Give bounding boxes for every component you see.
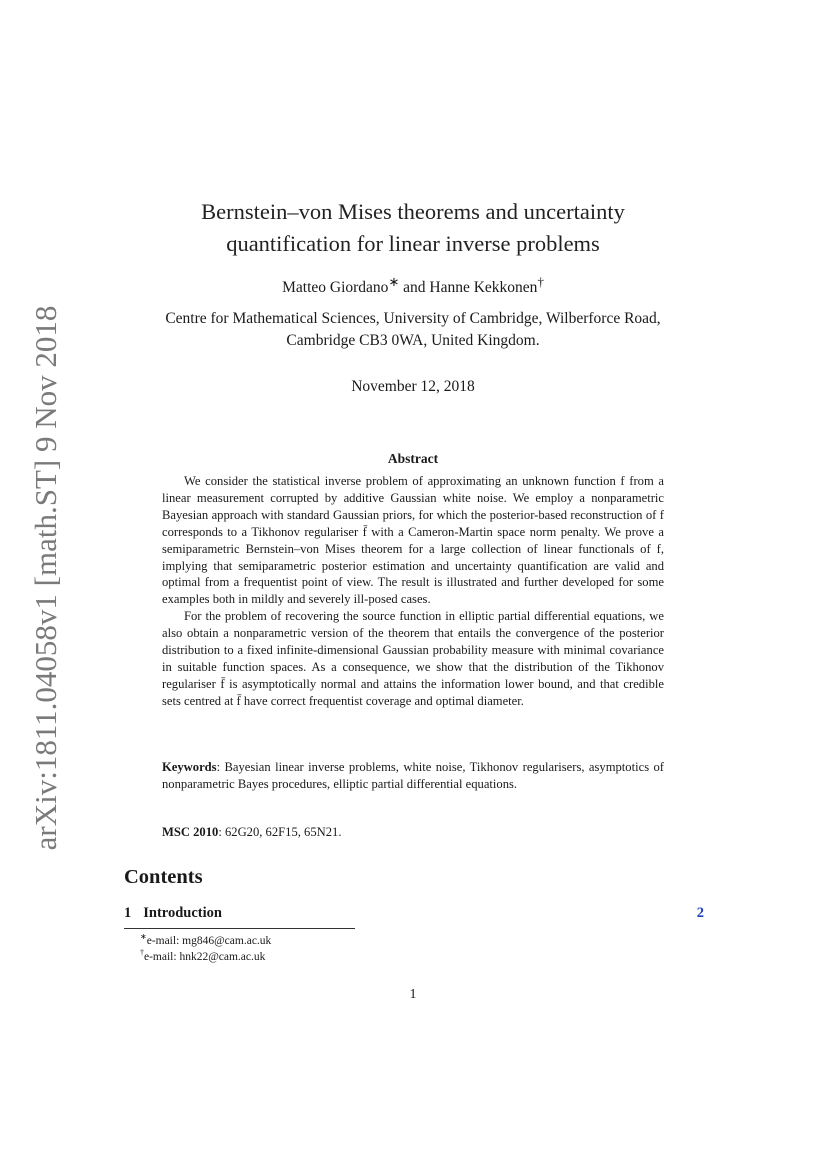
toc-entry-title xyxy=(124,905,222,922)
authors xyxy=(120,274,706,297)
toc-entry-introduction[interactable] xyxy=(124,905,704,922)
page-number: 1 xyxy=(409,987,417,1002)
affiliation-line-1: Centre for Mathematical Sciences, University of Cambridge, Wilberforce Road, xyxy=(165,310,661,327)
footnote-1-mark: ∗ xyxy=(140,932,147,941)
paper-title xyxy=(120,196,706,260)
footnote-2 xyxy=(140,948,265,963)
toc-entry-label[interactable]: Introduction xyxy=(143,905,222,921)
abstract-heading: Abstract xyxy=(387,451,439,466)
author-2: Hanne Kekkonen xyxy=(429,279,538,297)
abstract-body xyxy=(162,473,664,710)
msc-label: MSC 2010 xyxy=(162,825,219,839)
footnote-1-text: e-mail: mg846@cam.ac.uk xyxy=(146,934,272,947)
keywords xyxy=(162,759,664,793)
keywords-text: : Bayesian linear inverse problems, white noise, Tikhonov regularisers, asymptotics of nonparametric Bayes procedures, elliptic partial differential equations. xyxy=(162,760,664,791)
title-line-2: quantification for linear inverse problems xyxy=(226,231,600,256)
author-2-footnote-mark[interactable]: † xyxy=(537,274,544,289)
msc-classification xyxy=(162,825,664,840)
footnote-2-text: e-mail: hnk22@cam.ac.uk xyxy=(144,950,266,963)
arxiv-side-stamp: arXiv:1811.04058v1 [math.ST] 9 Nov 2018 xyxy=(28,305,63,851)
title-line-1: Bernstein–von Mises theorems and uncertainty xyxy=(201,199,625,224)
abstract-paragraph-2: For the problem of recovering the source function in elliptic partial differential equations, we also obtain a nonparametric version of the theorem that entails the convergence of the posterior distribution to a fixed infinite-dimensional Gaussian probability measure with minimal covariance in suitable function spaces. As a consequence, we show that the distribution of the Tikhonov regulariser f̄ is asymptotically normal and attains the information lower bound, and that credible sets centred at f̄ have correct frequentist coverage and optimal diameter. xyxy=(162,609,664,708)
footnote-divider xyxy=(124,928,355,929)
footnote-1 xyxy=(140,932,271,947)
contents-heading: Contents xyxy=(124,866,203,888)
affiliation xyxy=(110,308,716,352)
affiliation-line-2: Cambridge CB3 0WA, United Kingdom. xyxy=(286,332,540,349)
toc-entry-page-link[interactable]: 2 xyxy=(696,905,704,921)
msc-text: : 62G20, 62F15, 65N21. xyxy=(218,825,342,839)
toc-entry-number: 1 xyxy=(124,905,132,921)
paper-date: November 12, 2018 xyxy=(351,378,475,395)
abstract-paragraph-1: We consider the statistical inverse problem of approximating an unknown function f from a linear measurement corrupted by additive Gaussian white noise. We employ a nonparametric Bayesian approach with standard Gaussian priors, for which the posterior-based reconstruction of f corresponds to a Tikhonov regulariser f̄ with a Cameron-Martin space norm penalty. We prove a semiparametric Bernstein–von Mises theorem for a large collection of linear functionals of f, implying that semiparametric posterior estimation and uncertainty quantification are valid and optimal from a frequentist point of view. The result is illustrated and further developed for some examples both in mildly and severely ill-posed cases. xyxy=(162,474,664,607)
footnote-2-mark: † xyxy=(140,948,144,957)
author-1: Matteo Giordano xyxy=(282,279,389,297)
author-conjunction: and xyxy=(399,279,430,297)
author-1-footnote-mark[interactable]: ∗ xyxy=(388,274,400,289)
keywords-label: Keywords xyxy=(162,760,217,774)
